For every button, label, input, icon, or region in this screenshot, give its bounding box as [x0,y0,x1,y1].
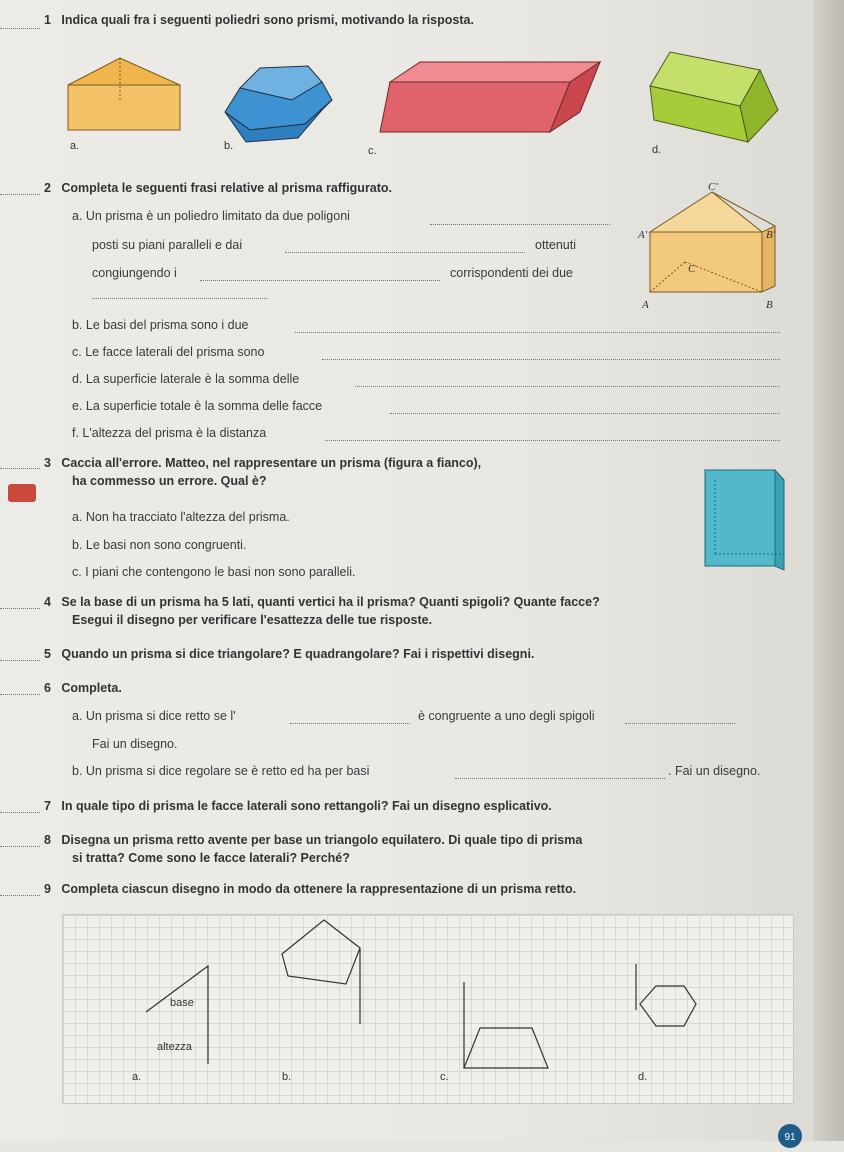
ex2-e-blank[interactable] [390,413,780,414]
ex4-line2: Esegui il disegno per verificare l'esattezza delle tue risposte. [72,613,433,627]
ex9-figure-c [464,982,548,1068]
ex9-figure-b [282,920,360,1024]
ex3-option-a[interactable]: a. Non ha tracciato l'altezza del prisma. [72,510,290,524]
ex6-b-line2: . Fai un disegno. [668,764,761,778]
ex6-a-line1: a. Un prisma si dice retto se l' [72,709,236,723]
ex4-number: 4 [44,595,51,609]
ex2-f-blank[interactable] [325,440,780,441]
ex9-number: 9 [44,882,51,896]
figure-d-green-prism [650,52,778,142]
ex2-number: 2 [44,181,51,195]
ex1-figures [60,50,790,150]
ex2-c: c. Le facce laterali del prisma sono [72,345,265,359]
ex9-heading [44,882,576,896]
ex3-option-c[interactable]: c. I piani che contengono le basi non sono paralleli. [72,565,356,579]
ex9-figure-d [636,964,696,1026]
vertex-C: C [688,263,696,275]
ex9-text: Completa ciascun disegno in modo da ottenere la rappresentazione di un prisma retto. [61,882,577,896]
base-label: base [170,997,194,1009]
ex3-option-b[interactable]: b. Le basi non sono congruenti. [72,538,247,552]
page-number: 91 [778,1124,802,1148]
figure-c-red-prism [380,62,600,132]
ex2-a-line2: posti su piani paralleli e dai [92,238,243,252]
ex2-heading [44,181,392,195]
vertex-A1: A' [638,229,648,241]
ex6-a-blank1[interactable] [290,723,410,724]
ex2-c-blank[interactable] [322,359,780,360]
ex8-line2: si tratta? Come sono le facce laterali? Perché? [72,851,350,865]
ex6-b-blank[interactable] [455,778,665,779]
ex4-heading [44,595,600,609]
ex2-d-blank[interactable] [355,386,780,387]
ex3-line1: Caccia all'errore. Matteo, nel rappresentare un prisma (figura a fianco), [61,456,482,470]
ex2-a-line1: a. Un prisma è un poliedro limitato da due poligoni [72,209,350,223]
ex2-b-blank[interactable] [295,332,780,333]
altezza-label: altezza [157,1041,192,1053]
ex2-e: e. La superficie totale è la somma delle facce [72,399,323,413]
ex6-a-line2: Fai un disegno. [92,737,178,751]
ex2-a-line3b: corrispondenti dei due [450,266,573,280]
ex2-a-line3: congiungendo i [92,266,177,280]
ex9-label-d: d. [638,1071,648,1083]
ex1-number: 1 [44,13,51,27]
ex9-figure-a [146,966,208,1064]
ex2-d: d. La superficie laterale è la somma delle [72,372,300,386]
ex6-heading [44,681,122,695]
ex2-prism-figure [630,180,790,320]
ex1-heading [44,13,474,27]
ex6-a-blank2[interactable] [625,723,735,724]
ex9-label-c: c. [440,1071,449,1083]
ex8-line1: Disegna un prisma retto avente per base un triangolo equilatero. Di quale tipo di prisma [61,833,583,847]
ex5-heading [44,647,534,661]
ex2-a-blank3[interactable] [200,280,440,281]
ex7-heading [44,799,552,813]
ex2-text: Completa le seguenti frasi relative al prisma raffigurato. [61,181,393,195]
ex1-label-c: c. [368,145,377,157]
ex8-heading [44,833,582,847]
vertex-C1: C' [708,181,718,193]
ex9-drawings [62,914,792,1102]
ex7-number: 7 [44,799,51,813]
ex1-label-a: a. [70,140,80,152]
figure-a-orange-prism [68,58,180,130]
ex5-text: Quando un prisma si dice triangolare? E quadrangolare? Fai i rispettivi disegni. [61,647,535,661]
ex7-text: In quale tipo di prisma le facce laterali sono rettangoli? Fai un disegno esplicativo. [61,799,552,813]
ex1-label-d: d. [652,144,662,156]
ex3-heading [44,456,481,470]
ex2-a-blank1[interactable] [430,224,610,225]
ex1-text: Indica quali fra i seguenti poliedri sono prismi, motivando la risposta. [61,13,474,27]
ex8-number: 8 [44,833,51,847]
ex6-a-line1b: è congruente a uno degli spigoli [418,709,595,723]
ex9-label-b: b. [282,1071,292,1083]
vertex-A: A [642,299,649,311]
ex2-f: f. L'altezza del prisma è la distanza [72,426,267,440]
ex2-a-line2b: ottenuti [535,238,577,252]
ex3-number: 3 [44,456,51,470]
figure-b-blue-prism [225,66,332,142]
ex1-label-b: b. [224,140,234,152]
ex4-line1: Se la base di un prisma ha 5 lati, quanti vertici ha il prisma? Quanti spigoli? Quante facce? [61,595,600,609]
ex5-number: 5 [44,647,51,661]
vertex-B: B [766,299,773,311]
vertex-B1: B' [766,229,776,241]
ex2-b: b. Le basi del prisma sono i due [72,318,249,332]
ex6-number: 6 [44,681,51,695]
ex2-a-blank2[interactable] [285,252,525,253]
ex3-line2: ha commesso un errore. Qual è? [72,474,267,488]
ex6-b-line1: b. Un prisma si dice regolare se è retto ed ha per basi [72,764,370,778]
difficulty-badge [8,484,36,502]
ex2-a-blank4[interactable] [92,298,267,299]
ex9-label-a: a. [132,1071,142,1083]
ex3-teal-prism [700,462,790,572]
ex6-title: Completa. [61,681,122,695]
page-curl-shadow [814,0,844,1141]
